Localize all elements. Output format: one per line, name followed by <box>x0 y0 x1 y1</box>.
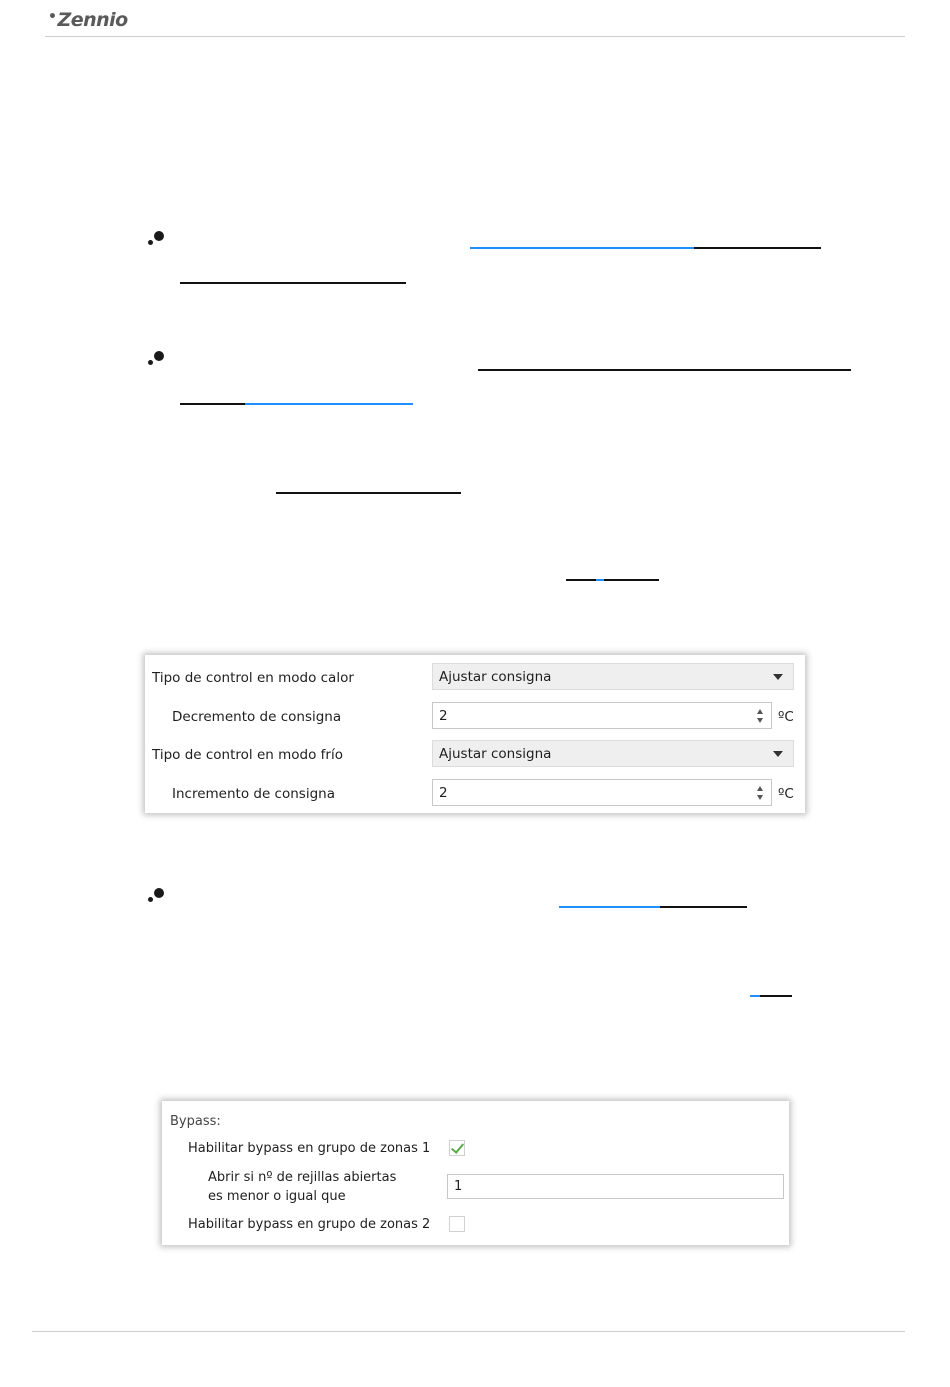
spin-up-icon[interactable] <box>757 786 763 791</box>
bypass-group2-checkbox[interactable] <box>449 1216 465 1232</box>
stepper-value: 2 <box>439 708 448 724</box>
link-underline[interactable] <box>180 282 406 284</box>
setpoint-increment-stepper[interactable] <box>432 779 772 806</box>
link-underline[interactable] <box>276 492 461 494</box>
link-underline[interactable] <box>566 579 596 581</box>
chevron-down-icon[interactable] <box>773 674 783 680</box>
spin-up-icon[interactable] <box>757 709 763 714</box>
zennio-logo <box>48 9 128 31</box>
link-underline[interactable] <box>750 995 760 997</box>
select-value: Ajustar consigna <box>439 669 552 685</box>
stepper-value: 2 <box>439 785 448 801</box>
footer-divider <box>32 1331 905 1332</box>
setpoint-control-panel <box>145 655 805 813</box>
setpoint-increment-label: Incremento de consigna <box>172 786 335 802</box>
link-underline[interactable] <box>559 906 660 908</box>
bypass-group2-label: Habilitar bypass en grupo de zonas 2 <box>188 1217 431 1232</box>
link-underline[interactable] <box>245 403 413 405</box>
setpoint-decrement-stepper[interactable] <box>432 702 772 729</box>
open-if-label-line2: es menor o igual que <box>208 1189 346 1204</box>
link-underline[interactable] <box>478 369 851 371</box>
open-if-label-line1: Abrir si nº de rejillas abiertas <box>208 1170 397 1185</box>
link-underline[interactable] <box>694 247 821 249</box>
link-underline[interactable] <box>604 579 659 581</box>
open-grilles-threshold-input[interactable] <box>447 1174 784 1199</box>
brand-name: Zennio <box>57 9 128 31</box>
setpoint-decrement-label: Decremento de consigna <box>172 709 342 725</box>
bypass-title: Bypass: <box>170 1114 221 1129</box>
bullet-icon <box>148 231 166 247</box>
link-underline[interactable] <box>760 995 792 997</box>
unit-label: ºC <box>778 709 794 725</box>
spin-down-icon[interactable] <box>757 718 763 723</box>
cool-control-type-label: Tipo de control en modo frío <box>152 747 343 763</box>
header-divider <box>45 36 905 37</box>
unit-label: ºC <box>778 786 794 802</box>
link-underline[interactable] <box>596 579 604 581</box>
link-underline[interactable] <box>660 906 747 908</box>
link-underline[interactable] <box>470 247 694 249</box>
bullet-icon <box>148 351 166 367</box>
brand-mark: • <box>48 9 57 25</box>
bullet-icon <box>148 888 166 904</box>
link-underline[interactable] <box>180 403 245 405</box>
check-icon <box>451 1140 464 1154</box>
bypass-group1-label: Habilitar bypass en grupo de zonas 1 <box>188 1141 431 1156</box>
heat-control-type-select[interactable] <box>432 663 794 690</box>
spin-down-icon[interactable] <box>757 795 763 800</box>
heat-control-type-label: Tipo de control en modo calor <box>152 670 354 686</box>
chevron-down-icon[interactable] <box>773 751 783 757</box>
input-value: 1 <box>454 1179 463 1194</box>
bypass-group1-checkbox[interactable] <box>449 1140 465 1156</box>
bypass-panel <box>162 1101 789 1245</box>
select-value: Ajustar consigna <box>439 746 552 762</box>
cool-control-type-select[interactable] <box>432 740 794 767</box>
